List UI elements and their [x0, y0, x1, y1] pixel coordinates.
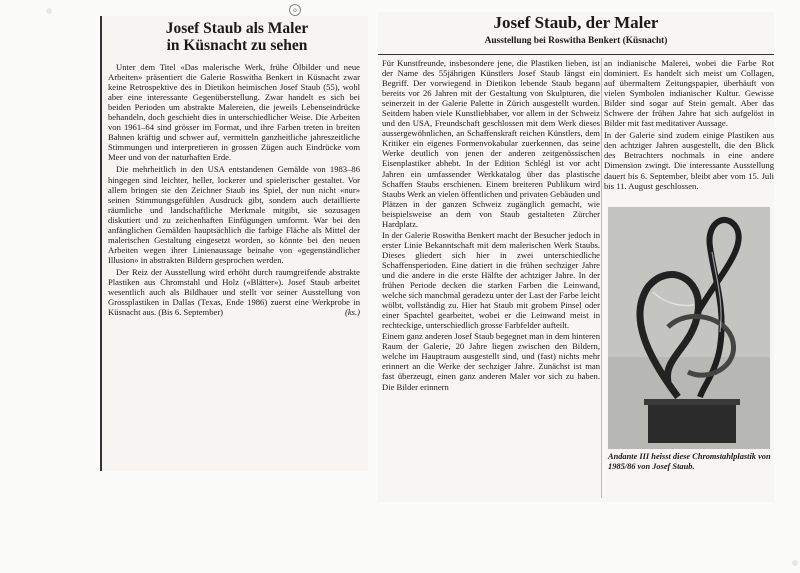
left-article-byline: (ks.) — [344, 307, 360, 318]
right-article-column-1 — [382, 58, 600, 393]
right-article-headline: Josef Staub, der Maler — [493, 13, 659, 32]
left-article-paragraph: Die mehrheitlich in den USA entstandenen Gemälde von 1983–86 hingegen sind leichter, heller, lockerer und spielerischer gestaltet. Vor allem bringen sie den Zeichner Staub ins Spiel, der nun nicht «nur» seinen Stimmungsgefühlen Ausdruck gibt, sondern auch detaillierte räumliche und landschaftliche Merkmale mitgibt, sie sozusagen diskutiert und zu zeichenhaften Einfügungen umformt. War bei den anfänglichen Gemälden hauptsächlich die farbige Fläche als Mittel der malerischen Gestaltung eingesetzt worden, so könnte bei den neuen Arbeiten wegen ihrer Linienaussage beinahe von «gegenständlicher Illusion» in abstrakten Bildern gesprochen werden. — [108, 164, 360, 265]
right-article-clipping — [378, 12, 774, 502]
right-article-paragraph: In der Galerie Roswitha Benkert macht der Besucher jedoch in erster Linie Bekanntschaft mit dem malerischen Werk Staubs. Dieses gliedert sich hier in zwei unterschiedliche Schaffensperioden. Eine datiert in die frühen sechziger Jahre und die andere in die erste Hälfte der achtziger Jahre. In der frühen Periode decken die starken Farben die Leinwand, welche sich manchmal geradezu unter der Last der Farbe leicht wölbt, vollständig zu. Hier hat Staub mit grobem Pinsel oder einer Spachtel gearbeitet, wobei er die Leinwand meist in rechteckige, unterschiedlich grosse Farbfelder aufteilt. — [382, 229, 600, 331]
left-article-paragraph — [108, 267, 360, 317]
right-article-paragraph: Für Kunstfreunde, insbesondere jene, die Plastiken lieben, ist der Name des 55jährigen Künstlers Josef Staub längst ein Begriff. Der vorwiegend in Dietikon lebende Staub begann bereits vor 26 Jahren mit der Gestaltung von Skulpturen, die seinerzeit in der Galerie Palette in Zürich ausgestellt wurden. Seitdem haben viele Kunstliebhaber, vor allem in der Schweiz und den USA, Freundschaft geschlossen mit dem Werk dieses aussergewöhnlichen, an Schaffenskraft reichen Künstlers, dem Kritiker ein eigenes Formenvokabular zuerkennen, das seine Werke deutlich von jenen der anderen zeitgenössischen Eisenplastiker abhebt. In der Edition Schlégl ist vor acht Jahren ein umfassender Werkkatalog über das plastische Schaffen Staubs erschienen. Einem breiteren Publikum wird Staubs Werk an vielen öffentlichen und privaten Gebäuden und Plätzen in der ganzen Schweiz zugänglich gemacht, wie beispielsweise an dem von Staub gestalteten Zürcher Hardplatz. — [382, 58, 600, 229]
corner-mark: o — [289, 4, 301, 16]
sculpture-image — [608, 207, 770, 449]
paragraph-text: Der Reiz der Ausstellung wird erhöht durch raumgreifende abstrakte Plastiken aus Chromstahl und Holz («Blätter»). Josef Staub arbeitet wesentlich auch als Bildhauer und stellt vor seiner Ausstellung von Grossplastiken in Dallas (Texas, Ende 1986) zuerst eine Werkprobe in Küsnacht aus. (Bis 6. September) — [108, 266, 360, 318]
left-article-body — [108, 62, 360, 319]
column-divider — [601, 58, 602, 498]
right-article-subhead: Ausstellung bei Roswitha Benkert (Küsnacht) — [484, 36, 668, 46]
left-article-clipping — [100, 16, 368, 471]
left-article-headline — [112, 20, 362, 54]
right-article-column-2 — [604, 58, 774, 193]
header-rule — [378, 54, 774, 55]
headline-line: in Küsnacht zu sehen — [166, 37, 308, 54]
left-article-paragraph: Unter dem Titel «Das malerische Werk, frühe Ölbilder und neue Arbeiten» präsentiert die Galerie Roswitha Benkert in Küsnacht zwar keine Retrospektive des in Dietikon heimischen Josef Staub (55), wohl aber eine interessante Gegenüberstellung. Zwar handelt es sich bei beiden Perioden um abstrakte Malereien, die jeweils Lebenseindrücke behandeln, doch geschieht dies in unterschiedlicher Weise. Die Arbeiten von 1961–64 sind grösser im Format, und ihre Farben treten in breiten Bahnen kräftig und schwer auf, vermitteln ganzheitliche jahreszeitliche Stimmungen und interpretieren in grossen Zügen auch Eindrücke vom Meer und von der naturhaften Erde. — [108, 62, 360, 163]
punch-hole — [792, 560, 798, 566]
sculpture-photo — [608, 207, 770, 449]
right-article-paragraph: an indianische Malerei, wobei die Farbe Rot dominiert. Es handelt sich meist um Collagen, auf übermaltem Zeitungspapier, überhäuft von vielen Symbolen indianischer Kultur. Gewisse Bilder sind sogar auf Stein gemalt. Aber das Schwere der frühen Jahre hat sich aufgelöst in Bilder mit fast meditativer Aussage. — [604, 58, 774, 129]
punch-hole — [46, 8, 52, 14]
photo-caption: Andante III heisst diese Chromstahlplastik von 1985/86 von Josef Staub. — [608, 452, 771, 471]
right-article-paragraph: Einem ganz anderen Josef Staub begegnet man in dem hinteren Raum der Galerie, 20 Jahre liegen zwischen den Bildern, welche im Hauptraum ausgestellt sind, und (fast) nichts mehr erinnert an die Werke der sechziger Jahre. Zunächst ist man fast überzeugt, einen ganz anderen Maler vor sich zu haben. Die Bilder erinnern — [382, 331, 600, 392]
headline-line: Josef Staub als Maler — [165, 20, 309, 37]
right-article-paragraph: In der Galerie sind zudem einige Plastiken aus den achtziger Jahren ausgestellt, die den Blick des Betrachters nochmals in eine andere Dimension zwingt. Die interessante Ausstellung dauert bis 6. September, bleibt aber vom 15. Juli bis 11. August geschlossen. — [604, 130, 774, 191]
